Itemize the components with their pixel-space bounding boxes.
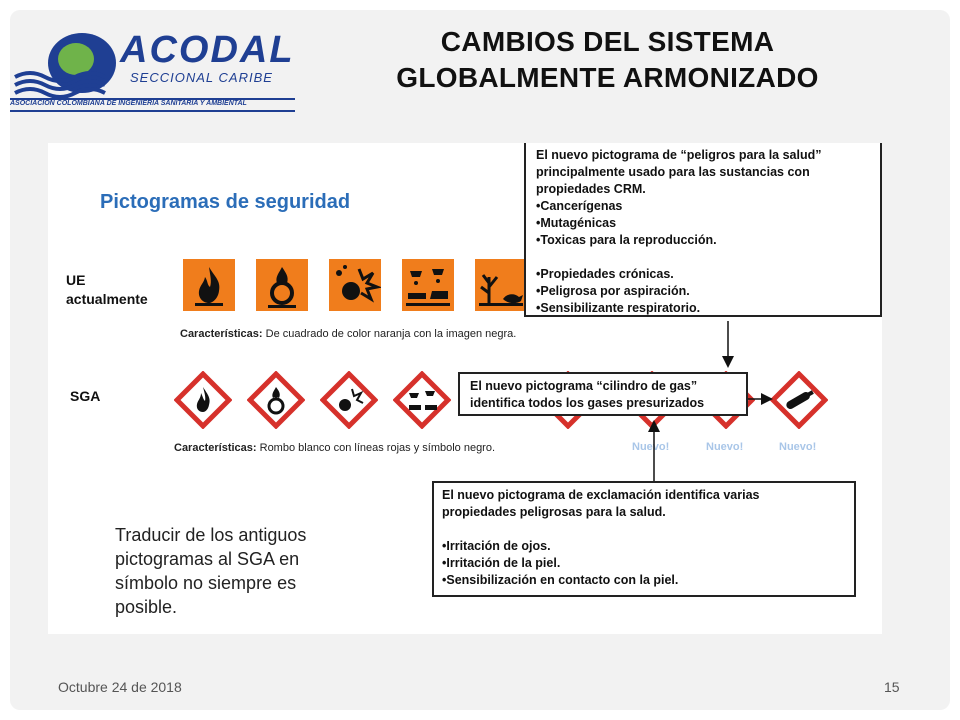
callout-exclamation-line <box>442 521 854 538</box>
title-line-1: CAMBIOS DEL SISTEMA <box>440 26 775 57</box>
callout-health-hazard <box>524 143 882 317</box>
content-figure <box>48 143 882 634</box>
row-ue-characteristics-label: Características: <box>180 328 263 340</box>
translation-note-line: pictogramas al SGA en <box>115 549 300 569</box>
logo-name: ACODAL <box>120 29 295 71</box>
nuevo-label-1: Nuevo! <box>632 441 670 453</box>
logo-org: ASOCIACION COLOMBIANA DE INGENIERIA SANITARIA Y AMBIENTAL <box>10 100 247 107</box>
callout-exclamation-line: •Irritación de la piel. <box>442 556 561 570</box>
page-number: 15 <box>884 679 900 695</box>
callout-health-line <box>536 249 880 266</box>
callout-gas-line: El nuevo pictograma “cilindro de gas” <box>470 379 698 393</box>
logo-subtitle: SECCIONAL CARIBE <box>130 70 273 85</box>
footer-date: Octubre 24 de 2018 <box>58 679 182 695</box>
translation-note-line: posible. <box>115 597 178 617</box>
translation-note <box>115 523 306 619</box>
callout-exclamation-line: •Sensibilización en contacto con la piel. <box>442 573 679 587</box>
translation-note-line: símbolo no siempre es <box>115 573 297 593</box>
row-ue-characteristics-text: De cuadrado de color naranja con la imagen negra. <box>262 328 517 340</box>
callout-gas-cylinder <box>458 372 748 416</box>
callout-health-line: •Toxicas para la reproducción. <box>536 233 717 247</box>
title-line-2: GLOBALMENTE ARMONIZADO <box>396 62 819 93</box>
row-sga-label: SGA <box>70 388 101 404</box>
row-ue-label-line-1: UE <box>66 272 86 288</box>
figure-title: Pictogramas de seguridad <box>100 191 351 213</box>
row-sga-characteristics-text: Rombo blanco con líneas rojas y símbolo negro. <box>256 442 496 454</box>
callout-exclamation-line: •Irritación de ojos. <box>442 539 551 553</box>
callout-exclamation <box>432 481 856 597</box>
callout-health-line: •Mutagénicas <box>536 216 617 230</box>
callout-health-line: El nuevo pictograma de “peligros para la salud” <box>536 148 822 162</box>
callout-exclamation-line: propiedades peligrosas para la salud. <box>442 505 666 519</box>
row-sga-characteristics-label: Características: <box>174 442 257 454</box>
nuevo-label-2: Nuevo! <box>706 441 744 453</box>
slide-title <box>305 24 910 96</box>
callout-health-line: •Cancerígenas <box>536 199 623 213</box>
callout-gas-line: identifica todos los gases presurizados <box>470 396 705 410</box>
translation-note-line: Traducir de los antiguos <box>115 525 307 545</box>
nuevo-label-3: Nuevo! <box>779 441 817 453</box>
callout-health-line: principalmente usado para las sustancias con <box>536 165 810 179</box>
callout-exclamation-line: El nuevo pictograma de exclamación identifica varias <box>442 488 760 502</box>
callout-health-line: •Propiedades crónicas. <box>536 267 674 281</box>
callout-health-line: •Sensibilizante respiratorio. <box>536 301 701 315</box>
callout-health-line: propiedades CRM. <box>536 182 646 196</box>
row-ue-label-line-2: actualmente <box>66 291 148 307</box>
callout-health-line: •Peligrosa por aspiración. <box>536 284 690 298</box>
acodal-logo <box>10 25 300 115</box>
